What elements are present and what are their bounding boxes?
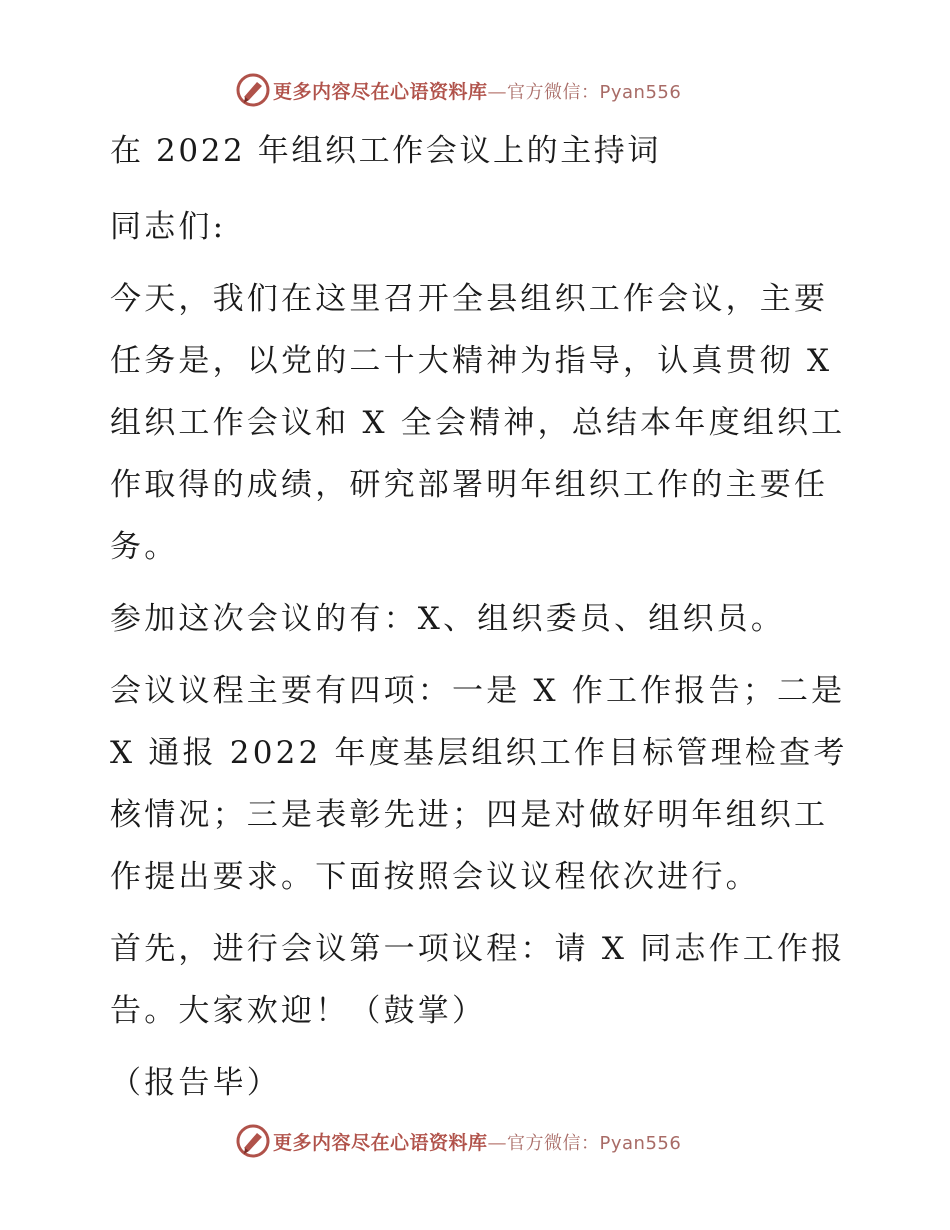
- watermark-text: [273, 77, 681, 104]
- paragraph: 参加这次会议的有：X、组织委员、组织员。: [110, 601, 786, 637]
- document-title: 在 2022 年组织工作会议上的主持词: [110, 133, 661, 169]
- watermark-wechat: 官方微信：Pyan556: [507, 81, 682, 103]
- header-watermark: [235, 70, 681, 110]
- paragraph: 今天，我们在这里召开全县组织工作会议，主要任务是，以党的二十大精神为指导，认真贯彻 X 组织工作会议和 X 全会精神，总结本年度组织工作取得的成绩，研究部署明年组织工作的主要任务。: [110, 281, 846, 565]
- brand-logo-icon: [235, 72, 271, 108]
- watermark-text: [273, 1128, 681, 1155]
- paragraph: （报告毕）: [110, 1065, 281, 1101]
- footer-watermark: [235, 1121, 681, 1161]
- watermark-separator: —: [487, 1131, 508, 1154]
- watermark-wechat: 官方微信：Pyan556: [507, 1132, 682, 1154]
- greeting: 同志们:: [110, 209, 227, 245]
- brand-logo-icon: [235, 1123, 271, 1159]
- paragraph: 首先，进行会议第一项议程：请 X 同志作工作报告。大家欢迎！（鼓掌）: [110, 931, 846, 1029]
- watermark-brand: 更多内容尽在心语资料库: [273, 1131, 488, 1154]
- watermark-brand: 更多内容尽在心语资料库: [273, 80, 488, 103]
- paragraph: 会议议程主要有四项：一是 X 作工作报告；二是 X 通报 2022 年度基层组织工作目标管理检查考核情况；三是表彰先进；四是对做好明年组织工作提出要求。下面按照会议议程依次进行。: [110, 673, 848, 895]
- document-body: [100, 120, 850, 1124]
- watermark-separator: —: [487, 80, 508, 103]
